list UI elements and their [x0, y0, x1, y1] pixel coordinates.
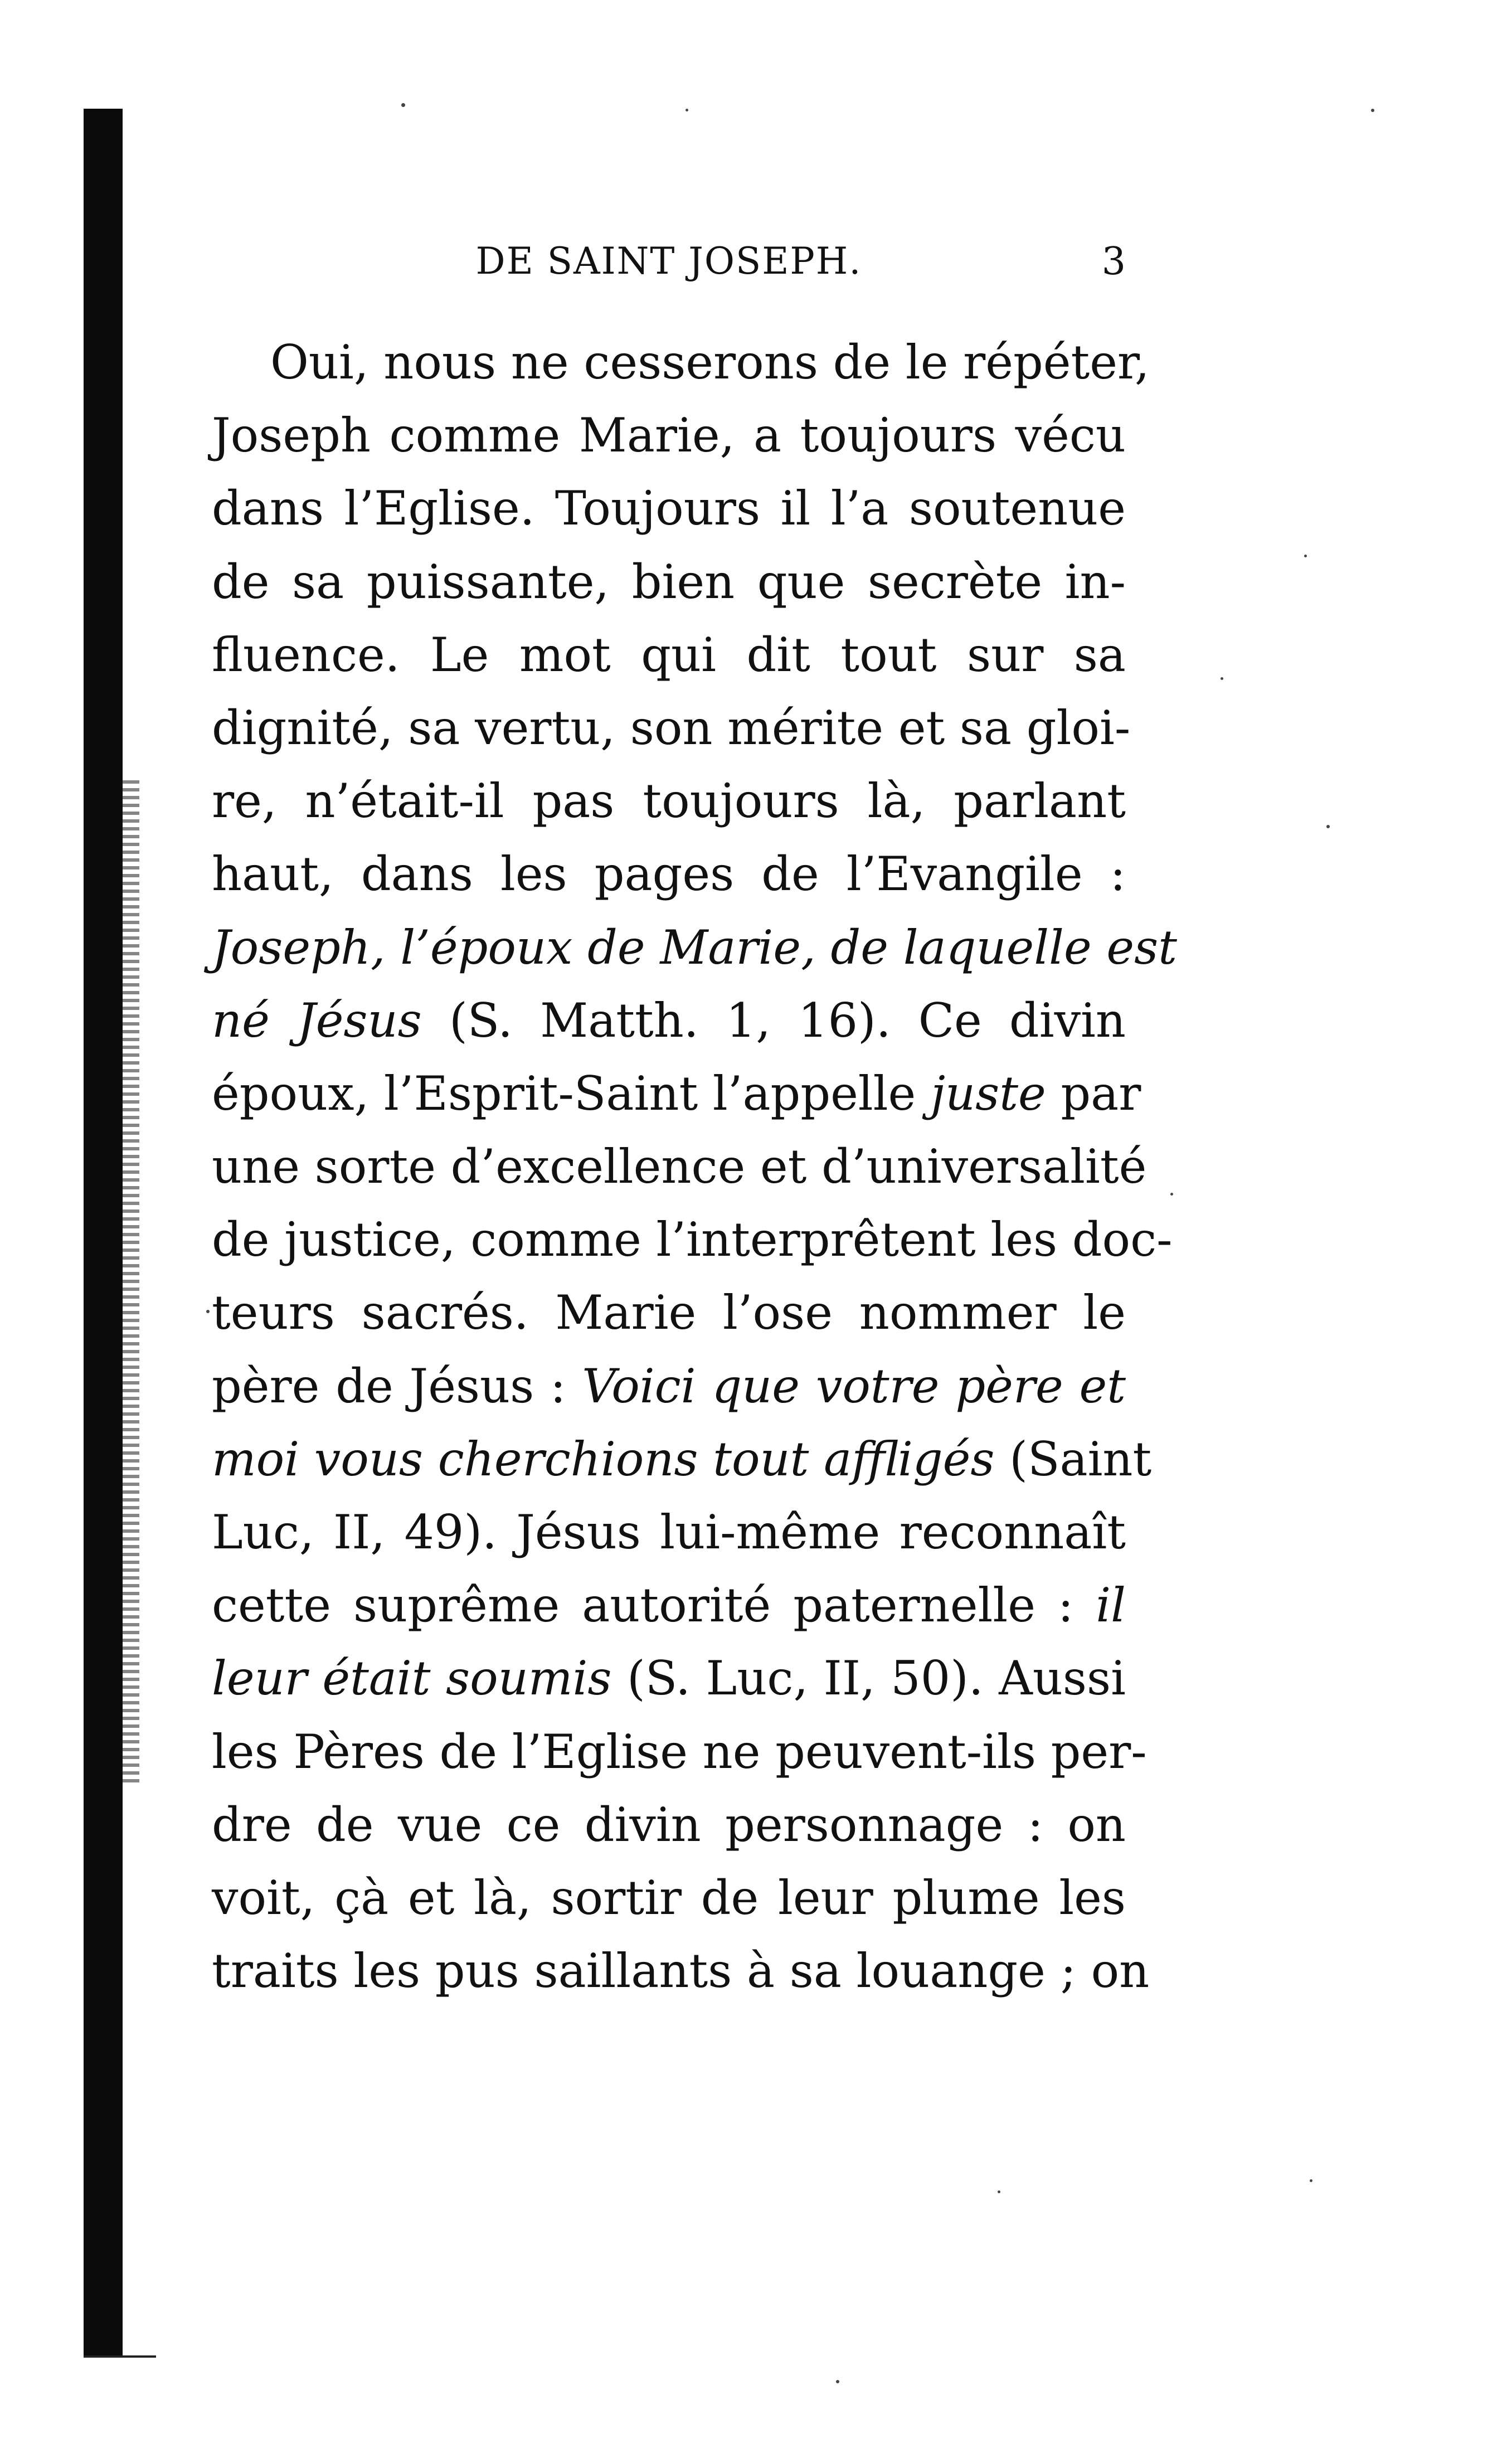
gutter-edge-texture [123, 780, 139, 1784]
scan-speck [1310, 2179, 1312, 2182]
text-segment: Joseph comme Marie, a toujours vécu [212, 408, 1126, 463]
italic-segment: Voici que votre père et [582, 1358, 1126, 1413]
italic-segment: il [1096, 1578, 1126, 1633]
text-segment: fluence. Le mot qui dit tout sur sa [212, 627, 1126, 682]
text-segment: dignité, sa vertu, son mérite et sa gloi- [212, 700, 1131, 755]
text-line [212, 692, 1131, 765]
text-line [212, 1789, 1126, 1862]
text-segment: (S. Matth. 1, 16). Ce divin [421, 993, 1126, 1048]
text-segment: Luc, II, 49). Jésus lui-même reconnaît [212, 1505, 1126, 1560]
text-segment: de justice, comme l’interprêtent les doc- [212, 1212, 1173, 1267]
text-line [212, 1423, 1152, 1496]
running-head-title: DE SAINT JOSEPH. [475, 240, 862, 283]
text-segment: traits les pus saillants à sa louange ; on [212, 1944, 1150, 1999]
scan-speck [1326, 825, 1330, 828]
text-segment: haut, dans les pages de l’Evangile : [212, 847, 1126, 902]
text-line [212, 1862, 1126, 1935]
text-segment: Oui, nous ne cesserons de le répéter, [270, 335, 1150, 390]
text-line [212, 1057, 1141, 1130]
italic-segment: moi vous cherchions tout affligés [212, 1431, 995, 1486]
text-segment: cette suprême autorité paternelle : [212, 1578, 1096, 1633]
scan-speck [836, 2380, 839, 2383]
text-line [212, 1130, 1147, 1203]
text-line [212, 546, 1126, 619]
scan-speck [401, 103, 405, 107]
italic-segment: juste [930, 1066, 1046, 1121]
text-segment: voit, çà et là, sortir de leur plume les [212, 1870, 1126, 1925]
binding-gutter-shadow [84, 109, 123, 2358]
text-segment: (S. Luc, II, 50). Aussi [611, 1651, 1126, 1706]
text-segment: dans l’Eglise. Toujours il l’a soutenue [212, 481, 1126, 536]
text-line [212, 326, 1150, 399]
text-line [212, 1350, 1126, 1423]
scan-speck [206, 1310, 210, 1313]
italic-segment: leur était soumis [212, 1651, 612, 1706]
text-line [212, 619, 1126, 692]
text-line [212, 1716, 1147, 1789]
bottom-corner-mark [84, 2355, 156, 2358]
text-line [212, 911, 1177, 984]
scan-speck [998, 2190, 1000, 2193]
text-line [212, 1935, 1150, 2008]
text-segment: les Pères de l’Eglise ne peuvent-ils per- [212, 1724, 1147, 1779]
text-line [212, 1569, 1126, 1642]
text-segment: teurs sacrés. Marie l’ose nommer le [212, 1285, 1126, 1340]
scan-speck [1304, 555, 1307, 557]
scan-speck [685, 109, 688, 111]
scan-speck [1221, 677, 1223, 680]
text-line [212, 1276, 1126, 1349]
text-line [212, 1496, 1126, 1569]
text-line [212, 399, 1126, 472]
text-line [212, 838, 1126, 911]
text-segment: re, n’était-il pas toujours là, parlant [212, 774, 1126, 829]
text-segment: époux, l’Esprit-Saint l’appelle [212, 1066, 931, 1121]
body-text [212, 326, 1177, 2008]
italic-segment: Joseph, l’époux de Marie, de laquelle est [212, 920, 1177, 975]
text-segment: père de Jésus : [212, 1358, 582, 1413]
running-head [212, 240, 1126, 295]
text-line [212, 1203, 1173, 1276]
text-segment: une sorte d’excellence et d’universalité [212, 1139, 1147, 1194]
text-segment: dre de vue ce divin personnage : on [212, 1797, 1126, 1852]
page-number: 3 [1101, 240, 1126, 284]
text-line [212, 765, 1126, 838]
scan-speck [1170, 1193, 1173, 1196]
text-segment: par [1046, 1066, 1141, 1121]
text-line [212, 984, 1126, 1057]
text-line [212, 1642, 1126, 1715]
text-segment: (Saint [994, 1431, 1152, 1486]
italic-segment: né Jésus [212, 993, 422, 1048]
scan-speck [1371, 109, 1374, 112]
text-line [212, 472, 1126, 545]
text-segment: de sa puissante, bien que secrète in- [212, 554, 1126, 609]
